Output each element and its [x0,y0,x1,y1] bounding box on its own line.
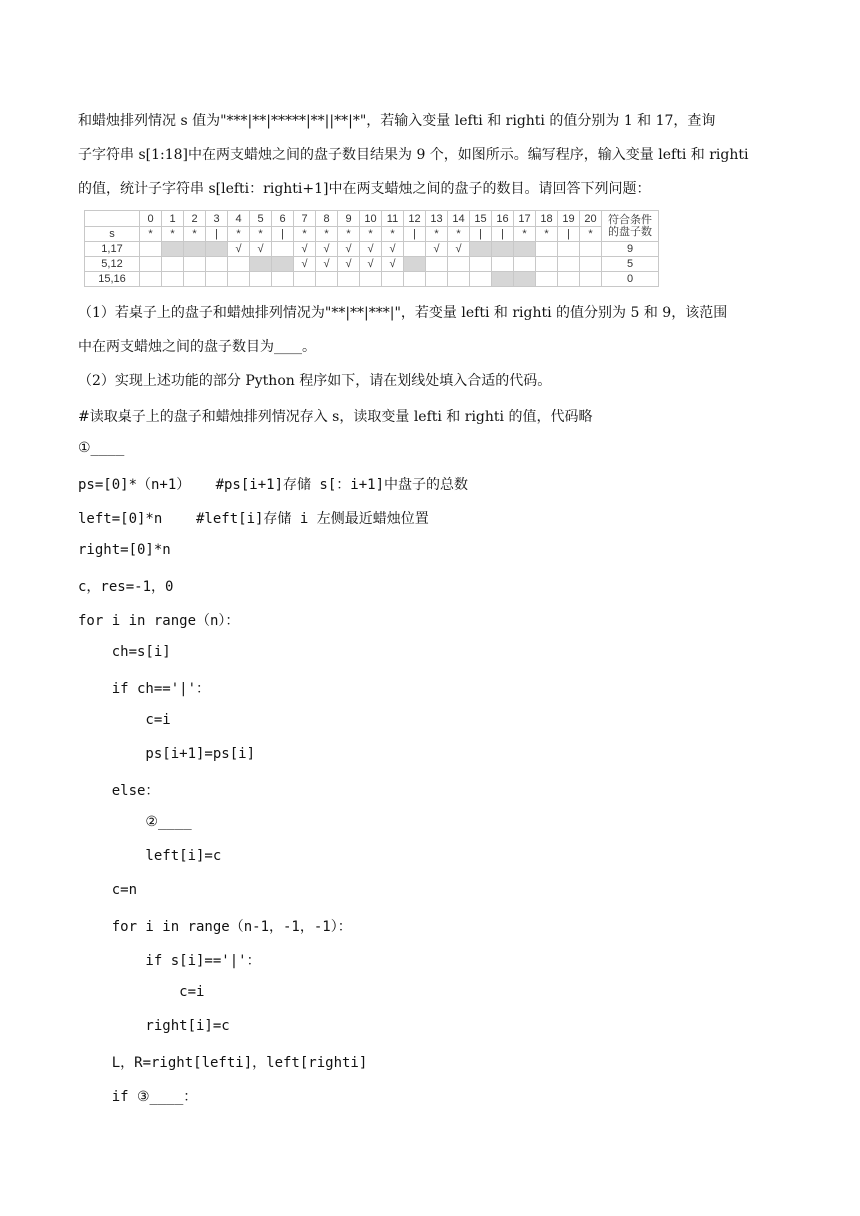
check-cell: √ [316,257,338,272]
check-cell [536,242,558,257]
check-cell [470,242,492,257]
check-cell [140,272,162,287]
s-cell: * [228,227,250,242]
s-cell: | [206,227,228,242]
check-cell [140,257,162,272]
index-cell: 16 [492,211,514,227]
code-line: c=i [78,712,171,728]
check-cell [470,272,492,287]
code-line: for i in range（n）： [78,613,240,629]
check-cell [558,257,580,272]
table-header-row [85,211,659,227]
check-cell: √ [382,242,404,257]
code-line: ps[i+1]=ps[i] [78,746,256,762]
check-cell [272,257,294,272]
check-cell [360,272,382,287]
check-cell [404,257,426,272]
check-cell: √ [316,242,338,257]
check-cell [580,272,602,287]
index-cell: 3 [206,211,228,227]
code-line: left[i]=c [78,848,222,864]
intro-line-3: 的值，统计子字符串 s[lefti：righti+1]中在两支蜡烛之间的盘子的数目。请回答下列问题： [78,181,651,197]
row-label: s [85,227,140,242]
table-row [85,242,659,257]
check-cell [448,257,470,272]
code-line: else： [78,783,160,799]
check-cell [492,257,514,272]
index-cell: 20 [580,211,602,227]
check-cell [184,257,206,272]
check-cell [294,272,316,287]
check-cell: √ [382,257,404,272]
check-cell [228,257,250,272]
check-cell [316,272,338,287]
check-cell: √ [426,242,448,257]
code-line: L，R=right[lefti]，left[righti] [78,1055,368,1071]
question-1-line-2: 中在两支蜡烛之间的盘子数目为____。 [78,339,316,355]
s-cell: | [470,227,492,242]
index-cell: 9 [338,211,360,227]
intro-line-2: 子字符串 s[1:18]中在两支蜡烛之间的盘子数目结果为 9 个，如图所示。编写程序，输入变量 lefti 和 righti [78,147,749,163]
result-header-line-2: 的盘子数 [608,226,652,238]
index-cell: 15 [470,211,492,227]
check-cell [206,272,228,287]
code-line: ①____ [78,440,125,456]
check-cell [162,257,184,272]
check-cell [536,257,558,272]
result-header-line-1: 符合条件 [608,214,652,226]
check-cell [272,242,294,257]
s-cell: * [514,227,536,242]
index-cell: 8 [316,211,338,227]
check-cell [426,257,448,272]
check-cell [448,272,470,287]
code-line: right=[0]*n [78,542,171,558]
index-cell: 17 [514,211,536,227]
check-cell [558,242,580,257]
check-cell: √ [448,242,470,257]
result-cell: 0 [602,272,659,287]
index-cell: 18 [536,211,558,227]
intro-line-1: 和蜡烛排列情况 s 值为"***|**|*****|**||**|*"，若输入变量 lefti 和 righti 的值分别为 1 和 17，查询 [78,113,716,129]
check-cell: √ [294,242,316,257]
code-line: ps=[0]*（n+1） #ps[i+1]存储 s[：i+1]中盘子的总数 [78,477,469,493]
result-cell: 5 [602,257,659,272]
row-label: 5,12 [85,257,140,272]
check-cell [184,272,206,287]
check-cell [184,242,206,257]
check-cell [250,272,272,287]
table-corner-cell [85,211,140,227]
check-cell [162,242,184,257]
code-line: if ③____： [78,1089,198,1105]
s-cell: * [382,227,404,242]
check-cell [580,257,602,272]
table-row [85,257,659,272]
check-cell [228,272,250,287]
index-cell: 10 [360,211,382,227]
check-cell [404,272,426,287]
check-cell [492,242,514,257]
code-line: for i in range（n-1，-1，-1）： [78,919,352,935]
index-cell: 2 [184,211,206,227]
index-cell: 12 [404,211,426,227]
question-2: （2）实现上述功能的部分 Python 程序如下，请在划线处填入合适的代码。 [78,373,552,389]
index-cell: 19 [558,211,580,227]
code-line: left=[0]*n #left[i]存储 i 左侧最近蜡烛位置 [78,511,429,527]
code-line: c=n [78,882,138,898]
s-cell: * [536,227,558,242]
check-cell [514,272,536,287]
row-label: 15,16 [85,272,140,287]
s-cell: * [294,227,316,242]
index-cell: 14 [448,211,470,227]
check-cell [140,242,162,257]
check-cell [580,242,602,257]
check-cell: √ [294,257,316,272]
s-cell: * [448,227,470,242]
index-cell: 5 [250,211,272,227]
question-1-line-1: （1）若桌子上的盘子和蜡烛排列情况为"**|**|***|"，若变量 lefti 和 righti 的值分别为 5 和 9，该范围 [78,305,728,321]
index-cell: 1 [162,211,184,227]
check-cell [558,272,580,287]
index-cell: 7 [294,211,316,227]
check-cell [492,272,514,287]
check-cell [426,272,448,287]
s-cell: * [316,227,338,242]
table-s-row [85,227,659,242]
index-cell: 13 [426,211,448,227]
result-header-cell [602,211,659,242]
s-cell: | [492,227,514,242]
s-cell: | [558,227,580,242]
check-cell: √ [360,257,382,272]
s-cell: * [360,227,382,242]
code-line: c=i [78,984,205,1000]
table-row [85,272,659,287]
check-cell: √ [338,257,360,272]
s-cell: * [426,227,448,242]
s-cell: | [404,227,426,242]
s-cell: * [338,227,360,242]
s-cell: * [184,227,206,242]
check-cell [206,257,228,272]
index-cell: 4 [228,211,250,227]
code-line: if ch=='|'： [78,681,211,697]
check-cell [404,242,426,257]
index-cell: 0 [140,211,162,227]
check-cell [162,272,184,287]
check-cell: √ [250,242,272,257]
check-cell [536,272,558,287]
row-label: 1,17 [85,242,140,257]
check-cell [272,272,294,287]
result-cell: 9 [602,242,659,257]
code-line: ②____ [78,814,192,830]
code-line: ch=s[i] [78,644,171,660]
code-line: right[i]=c [78,1018,230,1034]
check-cell: √ [228,242,250,257]
code-line: if s[i]=='|'： [78,953,261,969]
check-cell [250,257,272,272]
check-cell [514,242,536,257]
code-line: c，res=-1，0 [78,579,174,595]
check-cell [338,272,360,287]
index-cell: 11 [382,211,404,227]
s-cell: * [140,227,162,242]
s-cell: * [250,227,272,242]
check-cell [382,272,404,287]
s-cell: * [580,227,602,242]
code-comment-line: #读取桌子上的盘子和蜡烛排列情况存入 s，读取变量 lefti 和 righti 的值，代码略 [78,409,593,425]
check-cell: √ [338,242,360,257]
check-cell [206,242,228,257]
check-cell [514,257,536,272]
candle-plate-table [84,210,659,287]
index-cell: 6 [272,211,294,227]
s-cell: | [272,227,294,242]
s-cell: * [162,227,184,242]
check-cell: √ [360,242,382,257]
check-cell [470,257,492,272]
